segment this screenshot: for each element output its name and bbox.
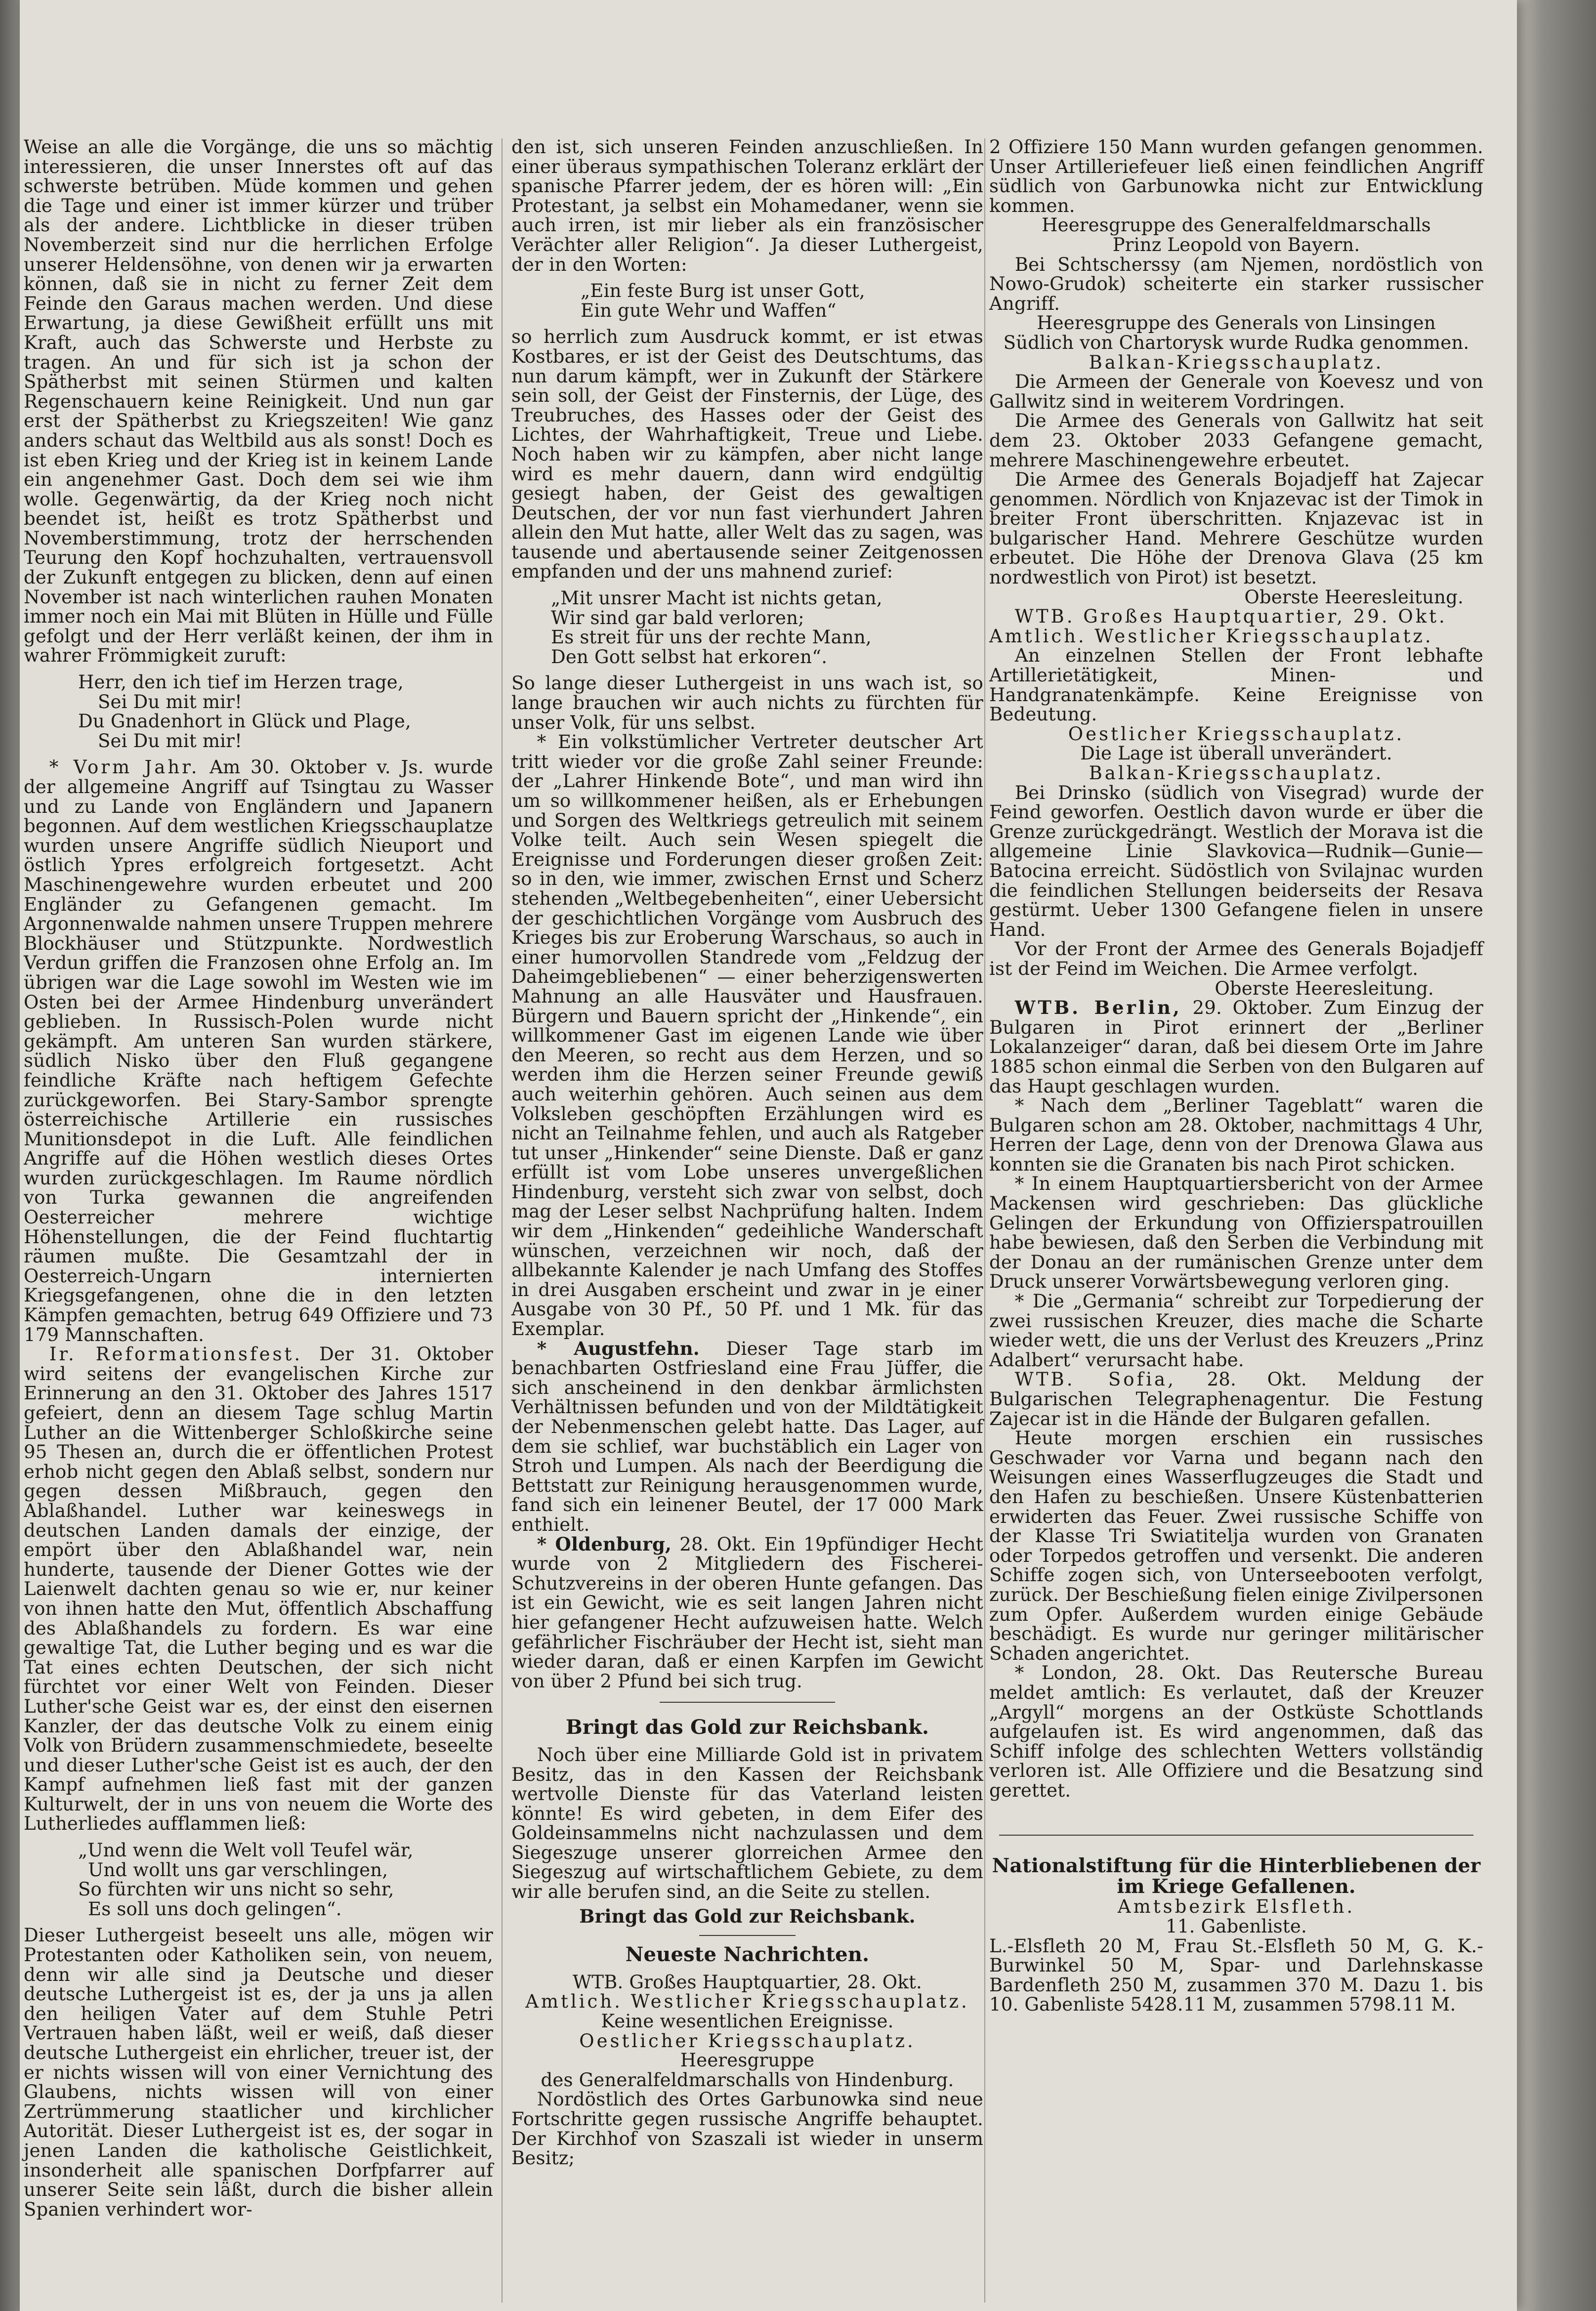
paragraph-luthergeist: Dieser Luthergeist beseelt uns alle, mögen wir Protestanten oder Katholiken sein, von neuem, denn wir alle sind ja Deutsche und dieser deutsche Luthergeist ist es, der ja uns ja allen den heiligen Vater auf dem Stuhle Petri Vertrauen haben läßt, weil er weiß, daß dieser deutsche Luthergeist ein ehrlicher, treuer ist, der er nichts wissen will von einer Vernichtung des Glaubens, nichts wissen will von einer Zertrümmerung staatlicher und kirchlicher Autorität. Dieser Luthergeist ist es, der sogar in jenen Landen die katholische Geistlichkeit, insonderheit alle spanischen Dorfpfarrer auf unserer Seite sein läßt, durch die bisher allein Spanien verhindert wor- bbox=[24, 1925, 493, 2220]
paragraph-hinkende-bote: * Ein volkstümlicher Vertreter deutscher Art tritt wieder vor die große Zahl seiner Freunde: der „Lahrer Hinkende Bote“, und man wird ihn um so willkommener heißen, als er Erhebungen und Sorgen des Weltkriegs getreulich mit seinem Volke teilt. Auch sein Wesen spiegelt die Ereignisse und Forderungen dieser großen Zeit: so in den, wie immer, zwischen Ernst und Scherz stehenden „Weltbegebenheiten“, einer Uebersicht der geschichtlichen Vorgänge vom Ausbruch des Krieges bis zur Eroberung Warschaus, so auch in einer humorvollen Standrede vom „Feldzug der Daheimgebliebenen“ — einer beherzigenswerten Mahnung an alle Hausväter und Hausfrauen. Bürgern und Bauern spricht der „Hinkende“, ein willkommener Gast im eigenen Lande wie über den Meeren, so recht aus dem Herzen, und so werden ihm die Herzen seiner Freunde gewiß auch weiterhin gehören. Auch seinen aus dem Volksleben geschöpften Erzählungen wird es nicht an Teilnahme fehlen, und auch als Ratgeber tut unser „Hinkender“ seine Dienste. Daß er ganz erfüllt ist vom Lobe unseres unvergeßlichen Hindenburg, versteht sich zwar von selbst, doch mag der Leser selbst Nachprüfung halten. Indem wir dem „Hinkenden“ gedeihliche Wanderschaft wünschen, verzeichnen wir noch, daß der allbekannte Kalender je nach Umfang des Stoffes in drei Ausgaben erscheint und zwar in je einer Ausgabe von 30 Pf., 50 Pf. und 1 Mk. für das Exemplar. bbox=[511, 731, 983, 1340]
poem-feste-burg bbox=[581, 281, 983, 320]
paragraph-gefangen: 2 Offiziere 150 Mann wurden gefangen genommen. Unser Artilleriefeuer ließ einen feindlichen Angriff südlich von Garbunowka nicht zur Entwicklung kommen. bbox=[989, 136, 1483, 216]
heading-vorm-jahr: * Vorm Jahr. bbox=[49, 756, 200, 778]
heading-augustfehn: * Augustfehn. bbox=[537, 1337, 700, 1359]
paragraph-tageblatt: * Nach dem „Berliner Tageblatt“ waren die Bulgaren schon am 28. Oktober, nachmittags 4 Uhr, Herren der Lage, denn von der Drenowa Glawa aus konnten sie die Granaten bis nach Pirot schicken. bbox=[989, 1095, 1483, 1175]
column-3 bbox=[989, 137, 1483, 2015]
heading-balkan-2: Balkan-Kriegsschauplatz. bbox=[1089, 762, 1384, 784]
heading-gold: Bringt das Gold zur Reichsbank. bbox=[565, 1716, 929, 1739]
poem-line: Es soll uns doch gelingen“. bbox=[88, 1898, 342, 1920]
paragraph-spenden: L.-Elsfleth 20 M, Frau St.-Elsfleth 50 M, G. K.-Burwinkel 50 M, Spar- und Darlehnskasse Bardenfleth 250 M, zusammen 370 M. Dazu 1. bis 10. Gabenliste 5428.11 M, zusammen 5798.11 M. bbox=[989, 1935, 1483, 2016]
paragraph-sofia bbox=[989, 1370, 1483, 1429]
paragraph-so-lange: So lange dieser Luthergeist in uns wach ist, so lange brauchen wir auch nichts zu fürchten für unser Volk, für uns selbst. bbox=[511, 672, 983, 733]
text-reformationsfest: Der 31. Oktober wird seitens der evangelischen Kirche zur Erinnerung an den 31. Oktober des Jahres 1517 gefeiert, denn an diesem Tage schlug Martin Luther an die Wittenberger Schloßkirche seine 95 Thesen an, durch die er öffentlichen Protest erhob nicht gegen den Ablaß selbst, sondern nur gegen dessen Mißbrauch, gegen den Ablaßhandel. Luther war keineswegs in deutschen Landen damals der einzige, der empört über den Ablaßhandel war, nein hunderte, tausende der Diener Gottes wie der Laienwelt dachten genau so wie er, nur keiner von ihnen hatte den Mut, öffentlich Abschaffung des Ablaßhandels zu fordern. Es war eine gewaltige Tat, die Luther beging und es war die Tat eines echten Deutschen, der sich nicht fürchtet vor einer Welt von Feinden. Dieser Luther'sche Geist war es, der einst den eisernen Kanzler, der das deutsche Volk zu einem einig Volk von Brüdern zusammenschmiedete, beseelte und dieser Luther'sche Geist ist es auch, der den Kampf aufnehmen ließ fast mit der ganzen Kulturwelt, der in uns von neuem die Worte des Lutherliedes aufflammen ließ: bbox=[24, 1344, 493, 1835]
heading-gefallenen: im Kriege Gefallenen. bbox=[1117, 1875, 1356, 1898]
paragraph-spanien: den ist, sich unseren Feinden anzuschließen. In einer überaus sympathischen Toleranz erklärt der spanische Pfarrer jedem, der es hören will: „Ein Protestant, ja selbst ein Mohamedaner, wenn sie auch irren, ist mir lieber als ein französischer Verächter aller Religion“. Ja dieser Luthergeist, der in den Worten: bbox=[511, 136, 983, 275]
paragraph-armeen: Die Armeen der Generale von Koevesz und von Gallwitz sind in weiterem Vordringen. bbox=[989, 371, 1483, 412]
paragraph-bojadjeff: Die Armee des Generals Bojadjeff hat Zajecar genommen. Nördlich von Knjazevac ist der Timok in breiter Front überschritten. Knjazevac ist in bulgarischer Hand. Mehrere Geschütze wurden erbeutet. Die Höhe der Drenova Glava (25 km nordwestlich von Pirot) ist besetzt. bbox=[989, 469, 1483, 588]
column-2 bbox=[511, 137, 983, 2168]
tagline-gold: Bringt das Gold zur Reichsbank. bbox=[579, 1905, 916, 1927]
paragraph-drinsko: Bei Drinsko (südlich von Visegrad) wurde der Feind geworfen. Oestlich davon wurde er über die Grenze zurückgedrängt. Westlich der Morava ist die allgemeine Linie Slavkovica—Rudnik—Gunie—Batocina erreicht. Südöstlich von Svilajnac wurden die feindlichen Stellungen beiderseits der Resava gestürmt. Ueber 1300 Gefangene fielen in unsere Hand. bbox=[989, 782, 1483, 940]
paragraph-varna: Heute morgen erschien ein russisches Geschwader vor Varna und begann nach den Weisungen eines Wasserflugzeuges die Stadt und den Hafen zu beschießen. Unsere Küstenbatterien erwiderten das Feuer. Zwei russische Schiffe von der Klasse Tri Swiatitelja wurden von Granaten oder Torpedos getroffen und versenkt. Die anderen Schiffe zogen sich, von Unterseebooten verfolgt, zurück. Der Beschießung fielen einige Zivilpersonen zum Opfer. Außerdem wurden einige Gebäude beschädigt. Es wurde nur geringer militärischer Schaden angerichtet. bbox=[989, 1428, 1483, 1664]
poem-line: Sei Du mit mir! bbox=[98, 691, 243, 713]
paragraph-geist: so herrlich zum Ausdruck kommt, er ist etwas Kostbares, er ist der Geist des Deutschtums, das nun darum kämpft, wer in Zukunft der Stärkere sein soll, der Geist der Finsternis, der Lüge, des Treubruches, des Hasses oder der Geist des Lichtes, der Wahrhaftigkeit, Treue und Liebe. Noch haben wir zu kämpfen, aber nicht lange wird es mehr dauern, dann wird endgültig gesiegt haben, der Geist des gewaltigen Deutschen, der vor nun fast vierhundert Jahren allein den Mut hatte, aller Welt das zu sagen, was tausende und abertausende seiner Zeitgenossen empfanden und der uns mahnend zurief: bbox=[511, 326, 983, 583]
paragraph-weather: Weise an alle die Vorgänge, die uns so mächtig interessieren, die unser Innerstes oft auf das schwerste betrüben. Müde kommen und gehen die Tage und einer ist immer kürzer und trüber als der andere. Lichtblicke in dieser trüben Novemberzeit sind nur die herrlichen Erfolge unserer Heldensöhne, von denen wir ja erwarten können, daß sie in nicht zu ferner Zeit dem Feinde den Garaus machen werden. Und diese Erwartung, ja diese Gewißheit erfüllt uns mit Kraft, auch das Schwerste und Herbste zu tragen. An und für sich ist ja schon der Spätherbst mit seinen Stürmen und kalten Regenschauern keine Reinigkeit. Und nun gar erst der Spätherbst zu Kriegszeiten! Wie ganz anders schaut das Weltbild aus als sonst! Doch es ist eben Krieg und der Krieg ist in keinem Lande ein angenehmer Gast. Doch dem sei wie ihm wolle. Gegenwärtig, da der Krieg noch nicht beendet ist, heißt es trotz Spätherbst und Novemberstimmung, trotz der herrschenden Teurung den Kopf hochzuhalten, vertrauensvoll der Zukunft entgegen zu blicken, denn auf einen November ist nach winterlichen rauhen Monaten immer noch ein Mai mit Blüten in Hülle und Fülle gefolgt und der Herr verläßt keinen, der ihm in wahrer Frömmigkeit zuruft: bbox=[24, 136, 493, 667]
text-gabenliste: 11. Gabenliste. bbox=[1166, 1916, 1307, 1937]
text-sofia: 28. Okt. Meldung der Bulgarischen Telegraphenagentur. Die Festung Zajecar ist in die Hände der Bulgaren gefallen. bbox=[989, 1369, 1483, 1429]
text-wtb-29: WTB. Großes Hauptquartier, 29. Okt. bbox=[1014, 606, 1447, 628]
heading-nationalstiftung: Nationalstiftung für die Hinterbliebenen der bbox=[992, 1854, 1481, 1878]
column-rule-1 bbox=[502, 138, 503, 2303]
poem-line: Sei Du mit mir! bbox=[98, 730, 243, 752]
heading-berlin: WTB. Berlin, bbox=[1014, 997, 1182, 1019]
signature-ohl-1: Oberste Heeresleitung. bbox=[1244, 586, 1464, 608]
text-berlin: 29. Oktober. Zum Einzug der Bulgaren in Pirot erinnert der „Berliner Lokalanzeiger“ daran, daß bei diesem Orte im Jahre 1885 schon einmal die Serben von den Bulgaren auf das Haupt geschlagen wurden. bbox=[989, 997, 1484, 1097]
news-line: Heeresgruppe bbox=[680, 2050, 815, 2071]
heading-linsingen: Heeresgruppe des Generals von Linsingen bbox=[1037, 312, 1436, 334]
poem-line: Wir sind gar bald verloren; bbox=[551, 607, 804, 629]
news-line: Oestlicher Kriegsschauplatz. bbox=[579, 2030, 916, 2052]
poem-line: „Und wenn die Welt voll Teufel wär, bbox=[78, 1840, 414, 1861]
heading-balkan-1: Balkan-Kriegsschauplatz. bbox=[1089, 351, 1384, 373]
poem-herr bbox=[78, 672, 493, 751]
news-line: WTB. Großes Hauptquartier, 28. Okt. bbox=[572, 1971, 922, 1993]
heading-prinz-leopold: Prinz Leopold von Bayern. bbox=[1112, 234, 1360, 255]
column-rule-2 bbox=[984, 138, 985, 2303]
paragraph-gold: Noch über eine Milliarde Gold ist in privatem Besitz, das in den Kassen der Reichsbank wertvolle Dienste für das Vaterland leisten könnte! Es wird gebeten, in dem Eifer des Goldeinsammelns nicht nachzulassen und dem Siegeszuge unserer glorreichen Armee den Siegeszug auf wirtschaftlichem Gebiete, zu dem wir alle berufen sind, an die Seite zu stellen. bbox=[511, 1744, 983, 1903]
text-lage: Die Lage ist überall unverändert. bbox=[1080, 743, 1392, 764]
poem-line: Es streit für uns der rechte Mann, bbox=[551, 627, 872, 648]
heading-oldenburg: * Oldenburg, bbox=[537, 1533, 672, 1555]
paragraph-berlin bbox=[989, 998, 1483, 1096]
paragraph-artillerie: An einzelnen Stellen der Front lebhafte Artillerietätigkeit, Minen- und Handgranatenkämpfe. Keine Ereignisse von Bedeutung. bbox=[989, 645, 1483, 725]
news-line: des Generalfeldmarschalls von Hindenburg. bbox=[541, 2069, 954, 2091]
heading-reformationsfest: Ir. Reformationsfest. bbox=[49, 1344, 303, 1365]
heading-sofia: WTB. Sofia, bbox=[1014, 1369, 1176, 1390]
text-vorm-jahr: Am 30. Oktober v. Js. wurde der allgemeine Angriff auf Tsingtau zu Wasser und zu Lande von Engländern und Japanern begonnen. Auf dem westlichen Kriegsschauplatze wurden unsere Angriffe südlich Nieuport und östlich Ypres erfolgreich fortgesetzt. Acht Maschinengewehre wurden erbeutet und 200 Engländer zu Gefangenen gemacht. Im Argonnenwalde nahmen unsere Truppen mehrere Blockhäuser und Stützpunkte. Nordwestlich Verdun griffen die Franzosen ohne Erfolg an. Im übrigen war die Lage sowohl im Westen wie im Osten bei der Armee Hindenburg unverändert geblieben. In Russisch-Polen wurde nicht gekämpft. Am unteren San wurden stärkere, südlich Nisko über den Fluß gegangene feindliche Kräfte nach heftigem Gefechte zurückgeworfen. Bei Stary-Sambor sprengte österreichische Artillerie ein russisches Munitionsdepot in die Luft. Alle feindlichen Angriffe auf die Höhen westlich dieses Ortes wurden zurückgeschlagen. Im Raume nördlich von Turka gewannen die angreifenden Oesterreicher mehrere wichtige Höhenstellungen, die der Feind fluchtartig räumen mußte. Die Gesamtzahl der in Oesterreich-Ungarn internierten Kriegsgefangenen, ohne die in den letzten Kämpfen gemachten, betrug 649 Offiziere und 73 179 Mannschaften. bbox=[24, 756, 494, 1345]
poem-line: „Mit unsrer Macht ist nichts getan, bbox=[551, 588, 882, 609]
poem-line: So fürchten wir uns nicht so sehr, bbox=[78, 1879, 394, 1900]
heading-westlicher-29: Amtlich. Westlicher Kriegsschauplatz. bbox=[989, 625, 1433, 647]
paragraph-weichen: Vor der Front der Armee des Generals Bojadjeff ist der Feind im Weichen. Die Armee verfolgt. bbox=[989, 938, 1483, 979]
paragraph-london: * London, 28. Okt. Das Reutersche Bureau meldet amtlich: Es verlautet, daß der Kreuzer „Argyll“ morgens an der Ostküste Schottlands aufgelaufen ist. Es wird angenommen, daß das Schiff infolge des schlechten Wetters vollständig verloren ist. Alle Offiziere und die Besatzung sind gerettet. bbox=[989, 1662, 1483, 1801]
news-line: Amtlich. Westlicher Kriegsschauplatz. bbox=[525, 1991, 969, 2013]
paragraph-germania: * Die „Germania“ schreibt zur Torpedierung der zwei russischen Kreuzer, dies mache die Scharte wieder wett, die uns der Verlust des Kreuzers „Prinz Adalbert“ verursacht habe. bbox=[989, 1291, 1483, 1371]
poem-line: Herr, den ich tief im Herzen trage, bbox=[78, 672, 404, 693]
paragraph-oldenburg bbox=[511, 1535, 983, 1691]
poem-line: Den Gott selbst hat erkoren“. bbox=[551, 646, 828, 668]
paragraph-augustfehn bbox=[511, 1339, 983, 1535]
heading-wtb-29 bbox=[989, 607, 1483, 627]
text-amtsbezirk: Amtsbezirk Elsfleth. bbox=[1117, 1896, 1355, 1918]
heading-neueste-nachrichten: Neueste Nachrichten. bbox=[625, 1943, 870, 1967]
poem-line: Und wollt uns gar verschlingen, bbox=[88, 1859, 388, 1881]
heading-oestlicher-29: Oestlicher Kriegsschauplatz. bbox=[1068, 723, 1405, 745]
text-augustfehn: Dieser Tage starb im benachbarten Ostfriesland eine Frau Jüffer, die sich anscheinend in den denkbar ärmlichsten Verhältnissen befunden und von der Mildtätigkeit der Nebenmenschen gelebt hatte. Das Lager, auf dem sie schlief, war buchstäblich ein Lager von Stroh und Lumpen. Als nach der Beerdigung die Bettstatt zur Reinigung herausgenommen wurde, fand sich ein leinener Beutel, der 17 000 Mark enthielt. bbox=[511, 1338, 984, 1535]
heading-heeresgruppe: Heeresgruppe des Generalfeldmarschalls bbox=[1042, 214, 1431, 236]
signature-ohl-2: Oberste Heeresleitung. bbox=[1215, 977, 1434, 999]
text-oldenburg: 28. Okt. Ein 19pfündiger Hecht wurde von 2 Mitgliedern des Fischerei-Schutzvereins in der oberen Hunte gefangen. Das ist ein Gewicht, wie es seit langen Jahren nicht hier gefangener Hecht aufzuweisen hatte. Welch gefährlicher Fischräuber der Hecht ist, sieht man wieder daran, daß er einen Karpfen im Gewicht von über 2 Pfund bei sich trug. bbox=[511, 1533, 984, 1692]
poem-macht bbox=[551, 588, 983, 667]
poem-lutherlied bbox=[78, 1841, 493, 1919]
paragraph-garbunowka: Nordöstlich des Ortes Garbunowka sind neue Fortschritte gegen russische Angriffe behauptet. Der Kirchhof von Szaszali ist wieder in unserm Besitz; bbox=[511, 2089, 983, 2169]
text-rudka: Südlich von Chartorysk wurde Rudka genommen. bbox=[1003, 332, 1470, 353]
poem-line: Ein gute Wehr und Waffen“ bbox=[581, 299, 837, 321]
column-1 bbox=[24, 137, 493, 2219]
newspaper-page bbox=[20, 0, 1517, 2311]
poem-line: „Ein feste Burg ist unser Gott, bbox=[581, 280, 865, 302]
paragraph-vorm-jahr bbox=[24, 757, 493, 1345]
news-line: Keine wesentlichen Ereignisse. bbox=[601, 2011, 894, 2032]
paragraph-gallwitz: Die Armee des Generals von Gallwitz hat seit dem 23. Oktober 2033 Gefangene gemacht, mehrere Maschinengewehre erbeutet. bbox=[989, 410, 1483, 471]
divider bbox=[660, 1702, 835, 1703]
paragraph-mackensen: * In einem Hauptquartiersbericht von der Armee Mackensen wird geschrieben: Das glückliche Gelingen der Erkundung von Offizierspatrouillen habe bewiesen, daß den Serben die Verbindung mit der Donau an der rumänischen Grenze unter dem Druck unserer Vorwärtsbewegung verloren ging. bbox=[989, 1173, 1483, 1293]
paragraph-reformationsfest bbox=[24, 1345, 493, 1834]
divider bbox=[699, 1935, 796, 1936]
poem-line: Du Gnadenhort in Glück und Plage, bbox=[78, 711, 411, 732]
paragraph-schtscherssy: Bei Schtscherssy (am Njemen, nordöstlich von Nowo-Grudok) scheiterte ein starker russischer Angriff. bbox=[989, 253, 1483, 314]
divider bbox=[999, 1835, 1473, 1836]
